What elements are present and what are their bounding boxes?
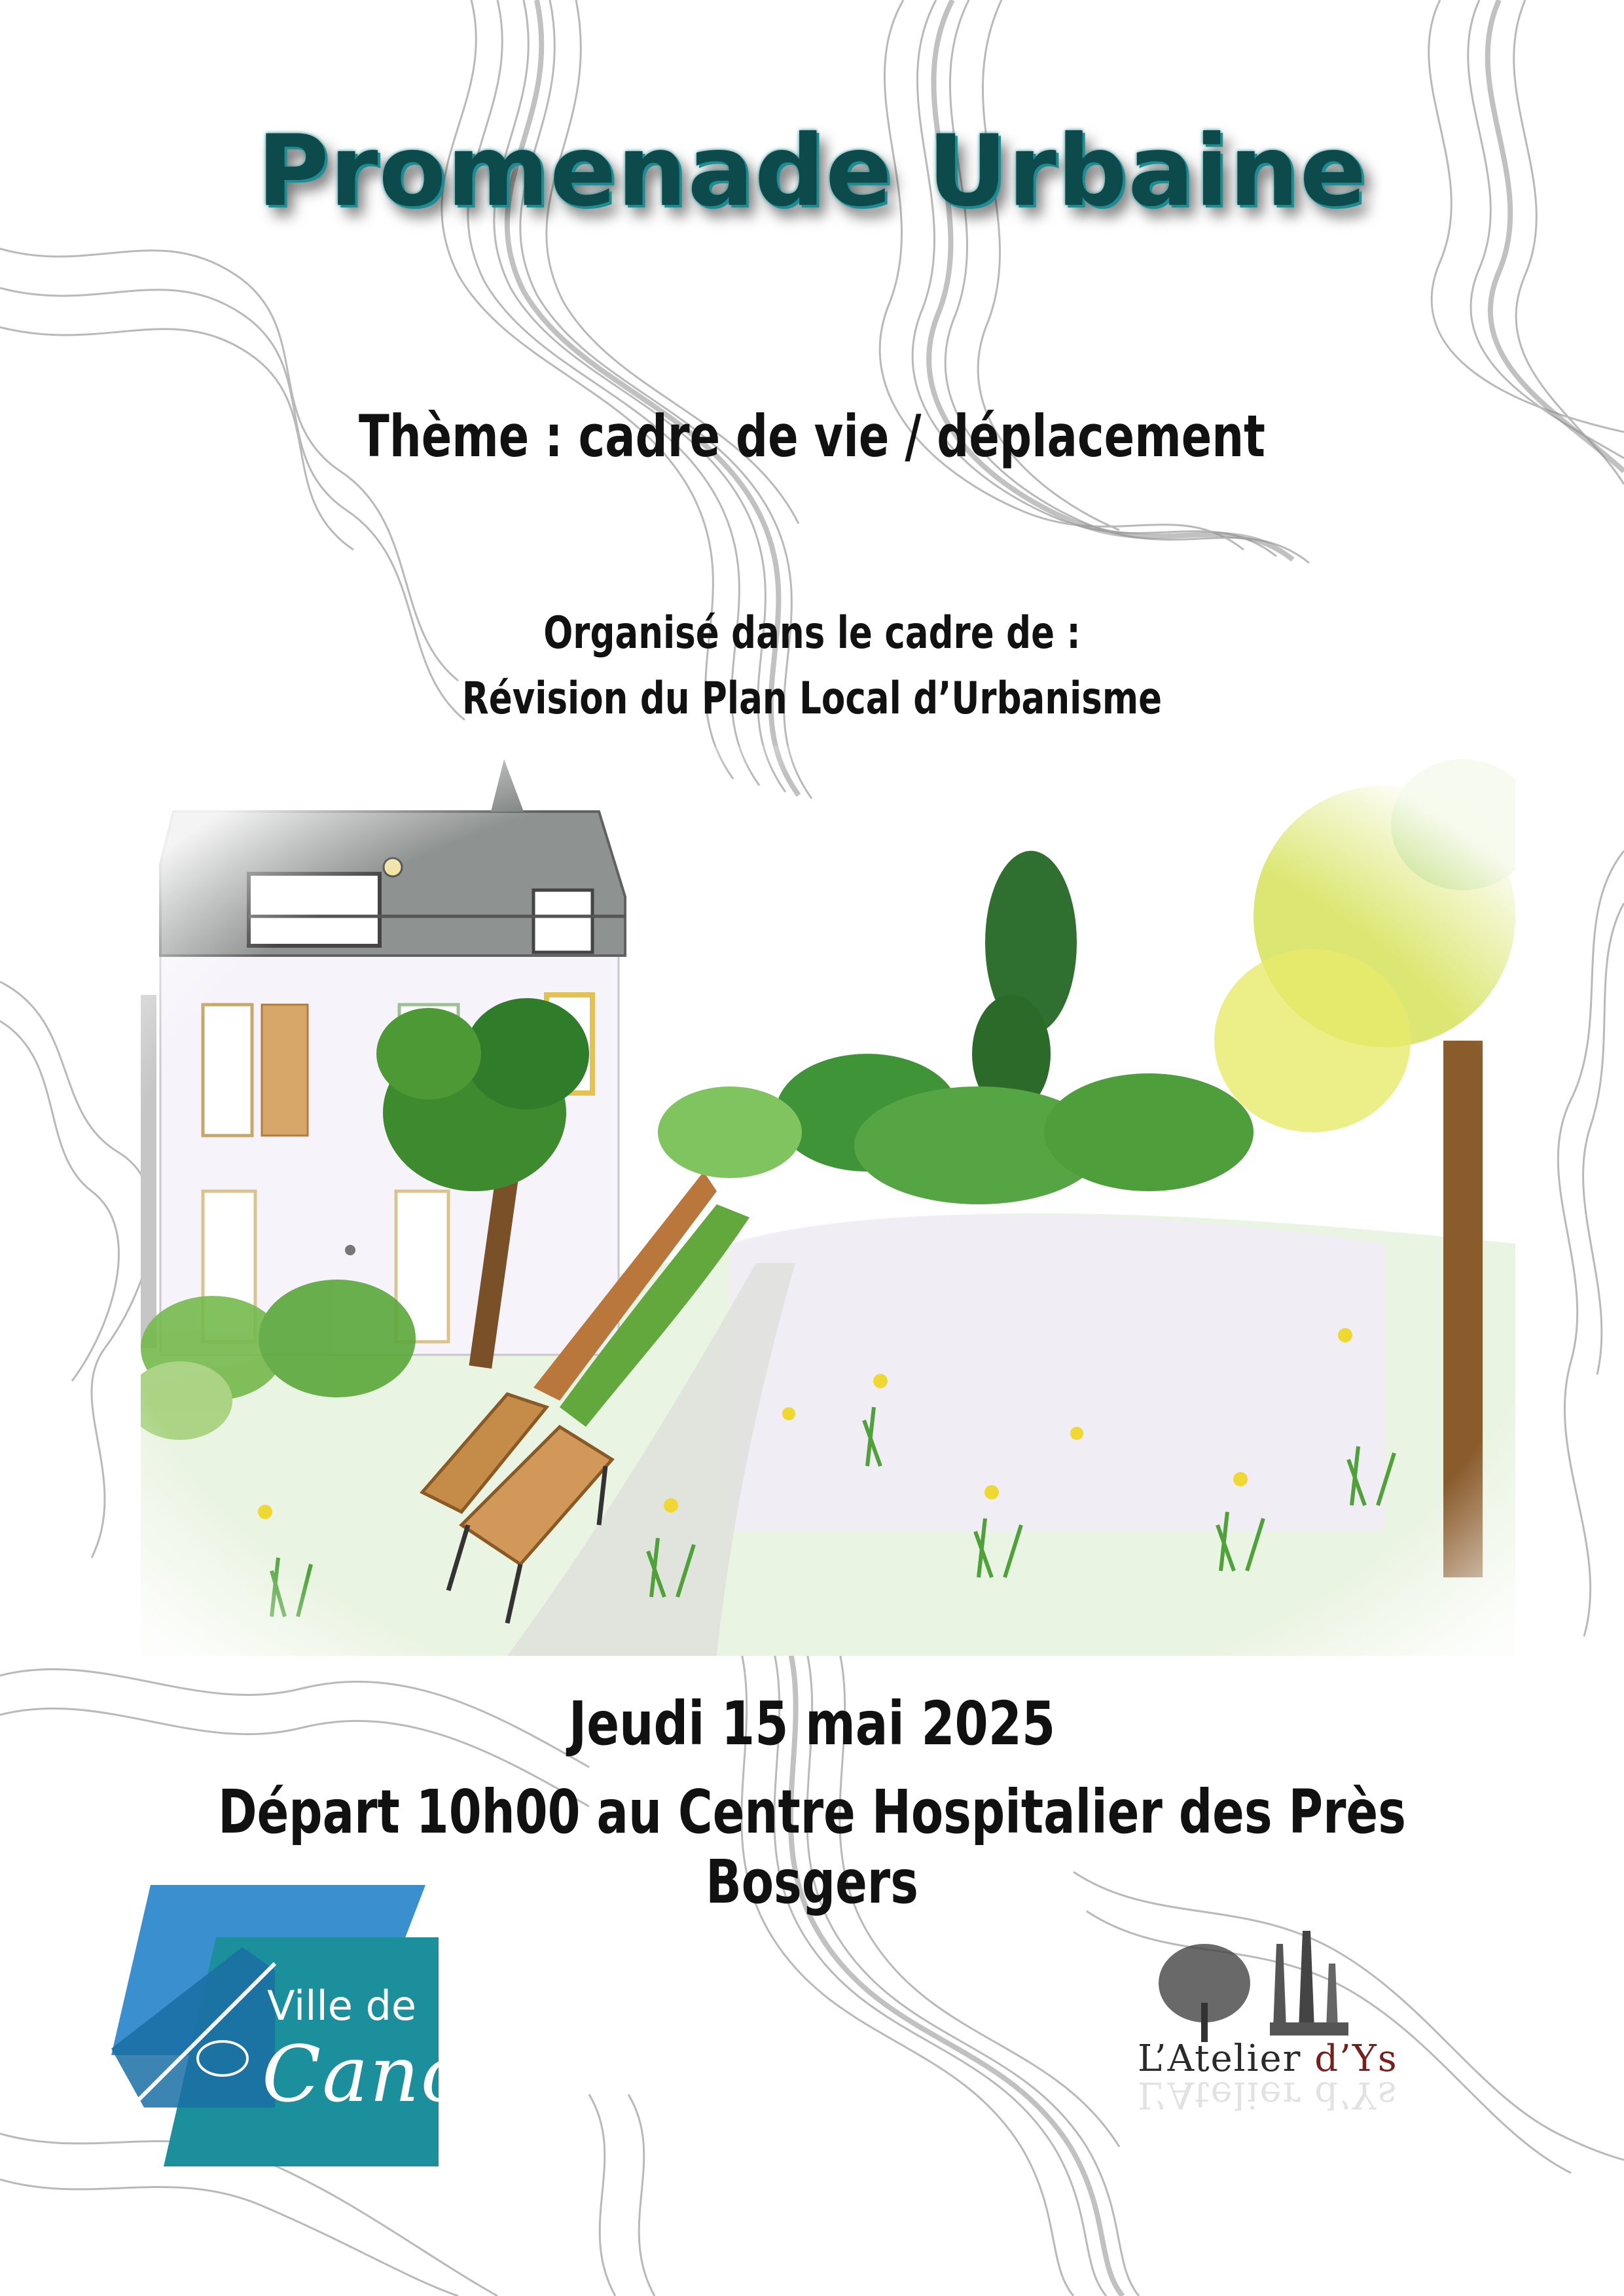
watercolor-illustration [141,746,1515,1656]
atelier-dys-reflection: L’Atelier d’Ys [1138,2073,1398,2116]
atelier-name-main: L’Atelier [1138,2037,1315,2080]
organisation-line-2: Révision du Plan Local d’Urbanisme [461,673,1163,725]
organisation-line-1: Organisé dans le cadre de : [543,607,1081,659]
cancale-name: Cancale [262,2029,586,2119]
organisation-block [179,601,1445,732]
poster-title: Promenade Urbaine [257,115,1367,228]
departure-info: Départ 10h00 au Centre Hospitalier des Près Bosgers [218,1777,1406,1917]
theme-line: Thème : cadre de vie / déplacement [359,403,1265,470]
event-date: Jeudi 15 mai 2025 [568,1689,1056,1759]
atelier-name-ys: d’Ys [1314,2037,1398,2080]
cancale-prefix: Ville de [267,1982,417,2030]
